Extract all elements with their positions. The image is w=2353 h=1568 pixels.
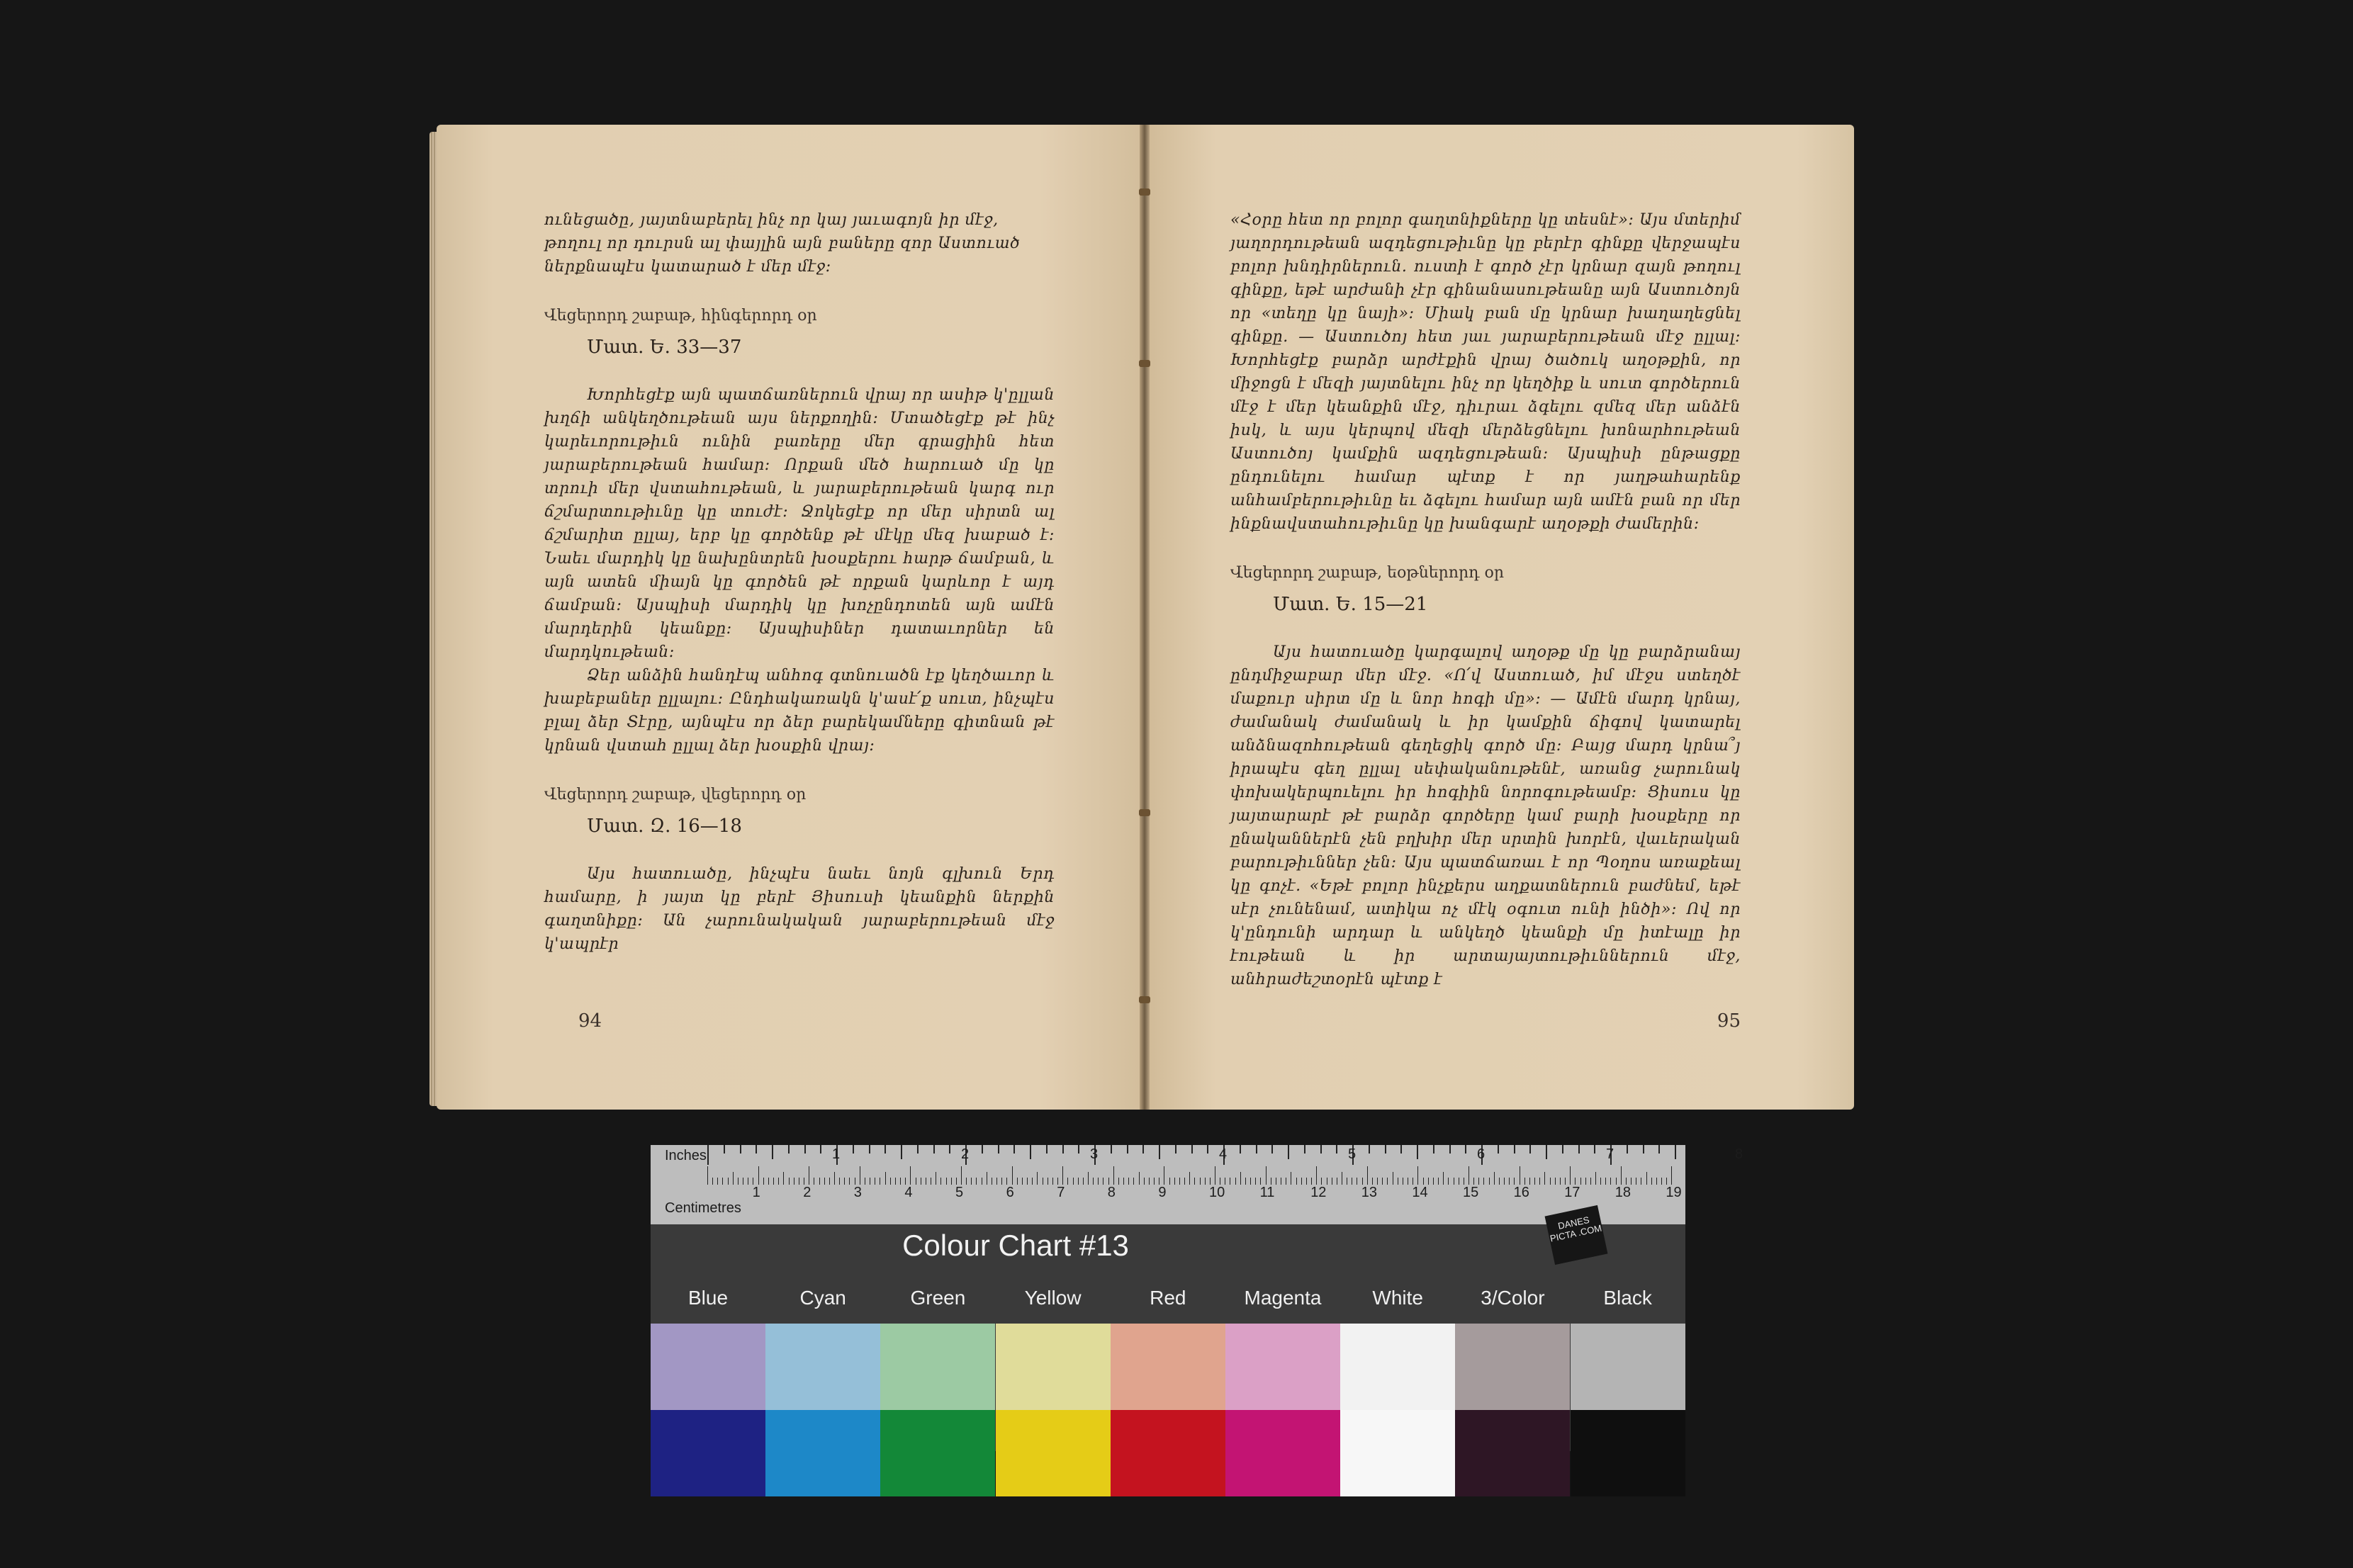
inch-tick [1320, 1145, 1322, 1154]
inch-tick [788, 1145, 790, 1154]
cm-tick [1372, 1178, 1373, 1185]
inch-tick [1288, 1145, 1289, 1159]
cm-tick [1478, 1178, 1479, 1185]
left-section1-header: Վեցերորդ շաբաթ, հինգերորդ օր [544, 307, 817, 325]
inch-tick [1594, 1145, 1595, 1154]
cm-tick [1483, 1178, 1484, 1185]
cm-tick [951, 1178, 952, 1185]
cm-tick [1169, 1178, 1170, 1185]
cm-tick [1605, 1178, 1606, 1185]
inch-tick [1256, 1145, 1257, 1154]
cm-tick [1306, 1178, 1307, 1185]
inch-tick [772, 1145, 773, 1159]
cm-tick [1661, 1178, 1662, 1185]
inch-number: 7 [1606, 1146, 1614, 1162]
cm-tick [1113, 1166, 1114, 1185]
inch-tick [1562, 1145, 1563, 1154]
colour-swatch-light [1340, 1324, 1455, 1410]
left-paragraph-2: Ձեր անձին հանդէպ անհոգ գտնուածն էք կեղծաւոր և խաբեբաներ ըլլալու: Ընդհակառակն կ'ասէ՛ք սուտ, ինչպէս բլալ ձեր Տէրը, այնպէս որ ձեր բարեկամները գիտնան թէ կրնան վստահ ըլլալ ձեր խօսքին վրայ: [544, 667, 1055, 755]
inch-tick [724, 1145, 725, 1154]
cm-tick [1311, 1178, 1312, 1185]
open-book [429, 125, 1854, 1113]
cm-tick [905, 1178, 906, 1185]
cm-tick [1417, 1166, 1418, 1185]
inch-tick [1546, 1145, 1547, 1159]
cm-tick [1189, 1172, 1190, 1185]
cm-tick [728, 1178, 729, 1185]
cm-tick [1671, 1166, 1672, 1185]
cm-tick [1509, 1178, 1510, 1185]
right-section-header: Վեցերորդ շաբաթ, եօթներորդ օր [1230, 564, 1505, 582]
cm-number: 6 [1006, 1185, 1014, 1200]
cm-tick [1144, 1178, 1145, 1185]
inch-number: 4 [1219, 1146, 1228, 1162]
cm-tick [1184, 1178, 1185, 1185]
cm-tick [895, 1178, 896, 1185]
cm-tick [976, 1178, 977, 1185]
cm-tick [1103, 1178, 1104, 1185]
cm-tick [778, 1178, 779, 1185]
inch-tick [804, 1145, 806, 1154]
cm-number: 10 [1209, 1185, 1225, 1200]
cm-tick [707, 1166, 708, 1185]
cm-number: 9 [1158, 1185, 1167, 1200]
cm-tick [1489, 1178, 1490, 1185]
inch-tick [1465, 1145, 1466, 1154]
swatch-label: Red [1150, 1287, 1186, 1309]
cm-tick [1108, 1178, 1109, 1185]
cm-tick [1118, 1178, 1119, 1185]
cm-tick [763, 1178, 764, 1185]
inch-number: 8 [1735, 1146, 1743, 1162]
inch-tick [1175, 1145, 1176, 1154]
inch-tick [1369, 1145, 1370, 1154]
cm-tick [956, 1178, 957, 1185]
swatch-label: Blue [687, 1287, 729, 1309]
cm-tick [1428, 1178, 1429, 1185]
binding-staple [1139, 360, 1150, 367]
cm-tick [722, 1178, 723, 1185]
swatch-label: Yellow [1024, 1287, 1082, 1309]
colour-swatch-light [880, 1324, 995, 1410]
cm-tick [773, 1178, 774, 1185]
cm-tick [717, 1178, 718, 1185]
inch-tick [885, 1145, 886, 1154]
inch-number: 3 [1090, 1146, 1099, 1162]
cm-tick [1245, 1178, 1246, 1185]
inch-tick [901, 1145, 902, 1159]
cm-number: 14 [1412, 1185, 1428, 1200]
cm-number: 3 [853, 1185, 862, 1200]
cm-tick [738, 1178, 739, 1185]
inch-tick [1191, 1145, 1193, 1154]
inch-tick [1433, 1145, 1434, 1154]
inch-tick [1304, 1145, 1305, 1154]
cm-tick [1443, 1172, 1444, 1185]
cm-tick [1544, 1172, 1545, 1185]
cm-tick [1514, 1178, 1515, 1185]
colour-swatch-light [765, 1324, 880, 1410]
cm-tick [1580, 1178, 1581, 1185]
cm-number: 17 [1564, 1185, 1580, 1200]
cm-tick [844, 1178, 845, 1185]
cm-tick [1570, 1166, 1571, 1185]
cm-tick [789, 1178, 790, 1185]
swatch-labels [651, 1287, 1685, 1318]
cm-tick [910, 1166, 911, 1185]
cm-number: 8 [1107, 1185, 1116, 1200]
cm-tick [966, 1178, 967, 1185]
swatch-label: Black [1603, 1287, 1652, 1309]
left-paragraph-3: Այս հատուածը, ինչպէս նաեւ նոյն գլխուն Երդ համարը, ի յայտ կը բերէ Յիսուսի կեանքին ներքին գաղտնիքը: Ան չարունակական յարաբերութեան մէջ կ'ապրէր [544, 865, 1055, 953]
colour-swatch-dark [880, 1410, 995, 1496]
colour-swatch-dark [996, 1410, 1111, 1496]
cm-tick [1098, 1178, 1099, 1185]
colour-swatch-light [1455, 1324, 1570, 1410]
danes-picta-logo: DANES PICTA .COM [1545, 1205, 1608, 1265]
cm-tick [900, 1178, 901, 1185]
inch-tick [1449, 1145, 1451, 1154]
left-text-column [544, 208, 1055, 956]
cm-number: 12 [1310, 1185, 1327, 1200]
centimetres-label: Centimetres [665, 1200, 741, 1216]
cm-tick [1499, 1178, 1500, 1185]
binding-staple [1139, 809, 1150, 816]
cm-tick [1631, 1178, 1632, 1185]
chart-title: Colour Chart #13 [902, 1229, 1129, 1262]
cm-tick [1139, 1172, 1140, 1185]
cm-tick [1179, 1178, 1180, 1185]
cm-tick [712, 1178, 713, 1185]
cm-tick [1555, 1178, 1556, 1185]
cm-tick [971, 1178, 972, 1185]
cm-tick [1565, 1178, 1566, 1185]
cm-tick [1052, 1178, 1053, 1185]
inch-tick [1385, 1145, 1386, 1154]
inch-tick [1514, 1145, 1515, 1154]
left-section1-ref: Մատ. Ե. 33—37 [587, 337, 742, 358]
cm-tick [1017, 1178, 1018, 1185]
cm-tick [1260, 1178, 1261, 1185]
colour-chart [651, 1145, 1743, 1451]
cm-tick [1093, 1178, 1094, 1185]
inch-tick [707, 1145, 709, 1165]
inch-tick [1142, 1145, 1144, 1154]
cm-tick [946, 1178, 947, 1185]
cm-tick [1473, 1178, 1474, 1185]
colour-swatch-light [1225, 1324, 1340, 1410]
cm-tick [839, 1178, 840, 1185]
cm-tick [1301, 1178, 1302, 1185]
cm-tick [1595, 1172, 1596, 1185]
cm-tick [1560, 1178, 1561, 1185]
cm-tick [1494, 1172, 1495, 1185]
cm-tick [940, 1178, 941, 1185]
right-paragraph-1: «Հօրը հետ որ բոլոր գաղտնիքները կը տեսնէ»: Այս մտերիմ յաղորդութեան ազդեցութիւնը կը բերէր գինքը վերջապէս բոլոր խնդիրներուն. ուստի է գործ չէր կրնար զայն թողուլ գինքը, եթէ արժանի չէր գինանասութեանը այն Աստուծոյն որ «տեղը կը նայի»: Միակ բան մը կրնար խաղաղեցնել գինքը. — Աստուծոյ հետ յաւ յարաբերութեան մէջ ըլլալ: Խորհեցէք բարձր արժէքին վրայ ծածուկ աղօթքին, որ միջոցն է մեզի յայտնելու ինչ որ կեղծիք և սուտ գործերուն մէջ է մեր կեանքին մէջ, դիւրաւ ձգելու զմեզ մեր անձէն իսկ, և այս կերպով մեզի մերձեցնելու խոնարհութեան Աստուծոյ կամքին ազդեցութեան: Այսպիսի ընթացքը ընդունելու համար պէտք է որ յաղթահարենք անհամբերութիւնը եւ ձգելու համար այն ամէն բան որ մեր ինքնավստահութիւնը կը խանգարէ աղօթքի ժամերին: [1230, 211, 1741, 533]
inch-tick [1498, 1145, 1499, 1154]
cm-tick [1210, 1178, 1211, 1185]
swatch-label: Cyan [799, 1287, 846, 1309]
colour-swatch-dark [1571, 1410, 1685, 1496]
colour-swatch-dark [1455, 1410, 1570, 1496]
inch-tick [1078, 1145, 1079, 1154]
cm-tick [1610, 1178, 1611, 1185]
cm-tick [1194, 1178, 1195, 1185]
cm-tick [1616, 1178, 1617, 1185]
cm-number: 5 [955, 1185, 964, 1200]
cm-tick [1200, 1178, 1201, 1185]
cm-tick [1550, 1178, 1551, 1185]
cm-tick [1656, 1178, 1657, 1185]
cm-number: 15 [1463, 1185, 1479, 1200]
book-gutter [1140, 125, 1150, 1110]
left-page [437, 125, 1145, 1110]
cm-tick [819, 1178, 820, 1185]
colour-swatch-light [651, 1324, 765, 1410]
cm-tick [733, 1172, 734, 1185]
inch-tick [869, 1145, 870, 1154]
swatch-label: Green [910, 1287, 966, 1309]
cm-number: 16 [1513, 1185, 1529, 1200]
inch-tick [1529, 1145, 1531, 1154]
cm-tick [1575, 1178, 1576, 1185]
right-page-number: 95 [1717, 1010, 1741, 1032]
left-line-1: ունեցածը, յայտնաբերել ինչ որ կայ յաւագոյն իր մէջ, [544, 211, 999, 229]
inch-tick [1400, 1145, 1402, 1154]
cm-tick [1128, 1178, 1129, 1185]
cm-number: 4 [904, 1185, 913, 1200]
cm-tick [1321, 1178, 1322, 1185]
cm-tick [1083, 1178, 1084, 1185]
colour-swatch-light [1571, 1324, 1685, 1410]
cm-tick [1529, 1178, 1530, 1185]
inch-number: 5 [1348, 1146, 1357, 1162]
right-section-ref: Մատ. Ե. 15—21 [1273, 594, 1428, 615]
cm-tick [1250, 1178, 1251, 1185]
inch-tick [1111, 1145, 1112, 1154]
cm-tick [1316, 1166, 1317, 1185]
inch-tick [1675, 1145, 1676, 1159]
cm-tick [1433, 1178, 1434, 1185]
cm-tick [1539, 1178, 1540, 1185]
left-section2-ref: Մատ. Զ. 16—18 [587, 816, 742, 837]
inch-tick [740, 1145, 741, 1154]
cm-tick [1585, 1178, 1586, 1185]
cm-tick [1266, 1166, 1267, 1185]
inch-tick [1127, 1145, 1128, 1154]
cm-tick [1235, 1178, 1236, 1185]
cm-tick [1037, 1172, 1038, 1185]
inch-number: 2 [961, 1146, 970, 1162]
cm-tick [758, 1166, 759, 1185]
cm-tick [1438, 1178, 1439, 1185]
cm-tick [1382, 1178, 1383, 1185]
cm-tick [1149, 1178, 1150, 1185]
cm-tick [1255, 1178, 1256, 1185]
cm-tick [1032, 1178, 1033, 1185]
inch-tick [1207, 1145, 1208, 1154]
cm-tick [1362, 1178, 1363, 1185]
colour-swatch-dark [1111, 1410, 1225, 1496]
cm-tick [834, 1172, 835, 1185]
binding-staple [1139, 996, 1150, 1003]
inch-tick [1271, 1145, 1273, 1154]
cm-tick [1133, 1178, 1134, 1185]
left-page-number: 94 [578, 1010, 602, 1032]
cm-tick [1448, 1178, 1449, 1185]
cm-number: 11 [1259, 1185, 1275, 1200]
inch-tick [820, 1145, 821, 1154]
inch-tick [1643, 1145, 1644, 1154]
inch-tick [1062, 1145, 1064, 1154]
inch-tick [1159, 1145, 1160, 1159]
cm-tick [1367, 1166, 1368, 1185]
cm-tick [1377, 1178, 1378, 1185]
cm-tick [1626, 1178, 1627, 1185]
cm-tick [885, 1172, 886, 1185]
right-paragraph-2: Այս հատուածը կարգալով աղօթք մը կը բարձրանայ ընդմիջաբար մեր մէջ. «Ո՛վ Աստուած, իմ մէջս ստեղծէ մաքուր սիրտ մը և նոր հոգի մը»: — Ամէն մարդ կրնայ, ժամանակ ժամանակ և իր կամքին ճիգով կատարել անձնազոհութեան գեղեցիկ գործ մը: Բայց մարդ կրնա՞յ իրապէս գեղ ըլլալ սեփականութենէ, առանց չարունակ փոխակերպուելու իր հոգիին նորոգութեամբ: Ցիսուս կը յայտարարէ թէ բարձր գործերը կամ բարի խօսքերը որ ընականներէն չեն բղխիր մեր սրտին խորէն, վաւերական բարութիւններ չեն: Այս պատճառաւ է որ Պօղոս առաքեալ կը գոչէ. «Եթէ բոլոր ինչքերս աղքատներուն բաժնեմ, եթէ սէր չունենամ, ատիկա ոչ մէկ օգուտ ունի ինծի»: Ով որ կ'ընդունի արդար և անկեղծ կեանքի մը իտէալը իր էութեան և իր արտայայտութիւններուն մէջ, անհրաժեշտօրէն պէտք է [1230, 643, 1741, 988]
inch-tick [933, 1145, 935, 1154]
inch-tick [982, 1145, 983, 1154]
left-line-2: թողուլ որ դուրսն ալ փայլին այն բաները զոր Աստուած [544, 235, 1021, 252]
binding-staple [1139, 188, 1150, 196]
cm-tick [961, 1166, 962, 1185]
inch-tick [917, 1145, 919, 1154]
inch-tick [1578, 1145, 1580, 1154]
cm-number: 18 [1614, 1185, 1632, 1200]
inch-tick [853, 1145, 854, 1154]
cm-tick [824, 1178, 825, 1185]
cm-tick [783, 1172, 784, 1185]
cm-tick [1468, 1166, 1469, 1185]
cm-tick [1006, 1178, 1007, 1185]
inch-tick [1013, 1145, 1015, 1154]
cm-tick [1590, 1178, 1591, 1185]
cm-tick [1154, 1178, 1155, 1185]
inch-tick [1417, 1145, 1418, 1159]
swatch-label: White [1372, 1287, 1423, 1309]
cm-tick [1067, 1178, 1068, 1185]
inch-number: 6 [1477, 1146, 1486, 1162]
cm-number: 2 [803, 1185, 812, 1200]
inch-tick [756, 1145, 757, 1154]
cm-tick [1078, 1178, 1079, 1185]
colour-swatch-dark [765, 1410, 880, 1496]
cm-tick [1423, 1178, 1424, 1185]
cm-number: 13 [1361, 1185, 1378, 1200]
cm-tick [1022, 1178, 1023, 1185]
cm-tick [1651, 1178, 1652, 1185]
colour-swatch-light [996, 1324, 1111, 1410]
cm-tick [1504, 1178, 1505, 1185]
inch-tick [1030, 1145, 1031, 1159]
colour-swatch-dark [1340, 1410, 1455, 1496]
cm-tick [829, 1178, 830, 1185]
left-section2-header: Վեցերորդ շաբաթ, վեցերորդ օր [544, 786, 807, 803]
cm-number: 1 [752, 1185, 760, 1200]
cm-tick [1621, 1166, 1622, 1185]
cm-tick [1001, 1178, 1002, 1185]
inch-tick [1627, 1145, 1628, 1154]
cm-tick [768, 1178, 769, 1185]
cm-tick [1524, 1178, 1525, 1185]
cm-tick [1534, 1178, 1535, 1185]
measurement-ruler [651, 1145, 1743, 1224]
cm-tick [1012, 1166, 1013, 1185]
cm-tick [1387, 1178, 1388, 1185]
cm-tick [1027, 1178, 1028, 1185]
inch-tick [1658, 1145, 1660, 1154]
left-line-3: ներքնապէս կատարած է մեր մէջ: [544, 258, 831, 276]
swatch-label: 3/Color [1481, 1287, 1545, 1309]
inch-tick [949, 1145, 950, 1154]
right-page [1145, 125, 1854, 1110]
inch-tick [1240, 1145, 1241, 1154]
colour-swatch-dark [1225, 1410, 1340, 1496]
right-text-column [1230, 208, 1741, 991]
cm-tick [1088, 1172, 1089, 1185]
left-paragraph-1: Խորհեցէք այն պատճառներուն վրայ որ ասիթ կ'ըլլան խղճի անկեղծութեան այս ներքողին: Մտածեցէք թէ ինչ կարեւորութիւն ունին բառերը մեր գրացիին հետ յարաբերութեան համար: Որքան մեծ հարուած մը կը տրուի մեր վստահութեան, և յարաբերութեան կարգ ուր ճշմարտութիւնը կը տուժէ: Ջոկեցէք որ մեր սիրտն ալ ճշմարիտ ըլլայ, երբ կը գործենք թէ մէկը մեզ խաբած է: Նաեւ մարդիկ կը նախընտրեն խօսքերու հարթ ճամբան, և այն ատեն միայն կը գործեն թէ որքան կարևոր է այդ ճամբան: Այսպիսի մարդիկ կը խոչընդոտեն այն ամէն մարդերին կեանքը: Այսպիսիներ դատաւորներ են մարդկութեան: [544, 386, 1055, 661]
cm-number: 7 [1057, 1185, 1065, 1200]
cm-tick [996, 1178, 997, 1185]
cm-tick [1240, 1172, 1241, 1185]
inch-tick [1336, 1145, 1337, 1154]
cm-number: 19 [1666, 1185, 1682, 1200]
cm-tick [849, 1178, 850, 1185]
cm-tick [1073, 1178, 1074, 1185]
cm-tick [1062, 1166, 1063, 1185]
inch-number: 1 [832, 1146, 841, 1162]
cm-tick [1296, 1178, 1297, 1185]
cm-tick [890, 1178, 891, 1185]
cm-tick [1057, 1178, 1058, 1185]
cm-tick [1123, 1178, 1124, 1185]
cm-tick [1666, 1178, 1667, 1185]
inch-tick [1046, 1145, 1048, 1154]
cm-tick [1646, 1172, 1647, 1185]
colour-swatch-dark [651, 1410, 765, 1496]
inch-tick [998, 1145, 999, 1154]
cm-tick [1600, 1178, 1601, 1185]
swatch-label: Magenta [1244, 1287, 1322, 1309]
cm-tick [1205, 1178, 1206, 1185]
cm-tick [1174, 1178, 1175, 1185]
colour-swatch-light [1111, 1324, 1225, 1410]
inches-label: Inches [665, 1148, 707, 1163]
